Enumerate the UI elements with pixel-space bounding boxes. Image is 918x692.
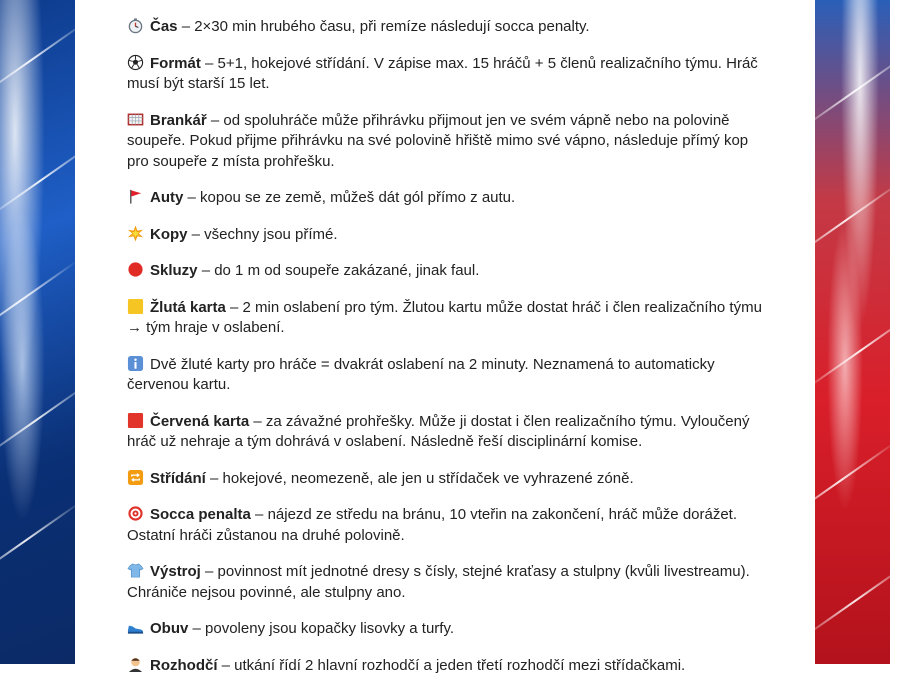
shoe-icon	[127, 619, 144, 636]
rule-title: Skluzy	[150, 262, 198, 279]
info-icon	[127, 355, 144, 372]
rule-title: Brankář	[150, 111, 207, 129]
rule-item	[127, 412, 767, 453]
referee-icon	[127, 656, 144, 673]
rule-text: – hokejové, neomezeně, ale jen u střídaček ve vyhrazené zóně.	[205, 469, 634, 487]
rule-text: – nájezd ze středu na bránu, 10 vteřin na zakončení, hráč může dorážet. Ostatní hráči zůstanou na druhé polovině.	[127, 506, 738, 544]
rules-list	[127, 17, 767, 692]
rule-text: – utkání řídí 2 hlavní rozhodčí a jeden třetí rozhodčí mezi střídačkami.	[217, 656, 686, 674]
rule-text: – všechny jsou přímé.	[187, 225, 338, 243]
rule-item	[127, 111, 767, 173]
rule-title: Žlutá karta	[150, 298, 226, 316]
rule-title: Formát	[150, 54, 201, 72]
stopwatch-icon	[127, 17, 144, 34]
repeat-icon	[127, 469, 144, 486]
rule-text: – od spoluhráče může přihrávku přijmout jen ve svém vápně nebo na polovině soupeře. Pokud přijme přihrávku na své polovině hřiště mimo své vápno, následuje přímý kop pro soupeře z místa prohřešku.	[127, 111, 749, 170]
rule-text: – 5+1, hokejové střídání. V zápise max. 15 hráčů + 5 členů realizačního týmu. Hráč musí být starší 15 let.	[127, 54, 758, 92]
rule-item	[127, 562, 767, 603]
rule-text: Dvě žluté karty pro hráče = dvakrát oslabení na 2 minuty. Neznamená to automaticky červenou kartu.	[127, 355, 715, 393]
rule-item	[127, 355, 767, 396]
tshirt-icon	[127, 562, 144, 579]
soccer-ball-icon	[127, 54, 144, 71]
red-flag-icon	[127, 188, 144, 205]
rules-document	[75, 0, 815, 674]
rule-item	[127, 656, 767, 677]
target-icon	[127, 505, 144, 522]
rule-text: – kopou se ze země, můžeš dát gól přímo z autu.	[183, 189, 516, 206]
rule-item	[127, 54, 767, 95]
rule-title: Čas	[150, 18, 178, 35]
yellow-square-icon	[127, 298, 144, 315]
rule-item	[127, 298, 767, 339]
rule-item	[127, 505, 767, 546]
rule-title: Kopy	[150, 225, 188, 243]
rule-item	[127, 17, 767, 38]
rule-text: – povinnost mít jednotné dresy s čísly, stejné kraťasy a stulpny (kvůli livestreamu). Chrániče nejsou povinné, ale stulpny ano.	[127, 563, 750, 601]
rule-text: – povoleny jsou kopačky lisovky a turfy.	[188, 620, 455, 637]
goal-net-icon	[127, 111, 144, 128]
rule-text: – do 1 m od soupeře zakázané, jinak faul.	[197, 262, 480, 279]
rule-title: Střídání	[150, 469, 206, 487]
background-left-blue	[0, 0, 75, 664]
rule-title: Rozhodčí	[150, 656, 218, 674]
rule-item	[127, 225, 767, 246]
rule-title: Červená karta	[150, 412, 250, 430]
collision-icon	[127, 225, 144, 242]
stop-sign-icon	[127, 261, 144, 278]
rule-title: Socca penalta	[150, 506, 251, 523]
rule-text: – 2 min oslabení pro tým. Žlutou kartu může dostat hráč i člen realizačního týmu → tým hraje v oslabení.	[127, 298, 762, 336]
rule-item	[127, 261, 767, 282]
rule-item	[127, 188, 767, 209]
rule-text: – 2×30 min hrubého času, při remíze následují socca penalty.	[177, 18, 590, 35]
rule-title: Auty	[150, 189, 184, 206]
background-right-red	[815, 0, 890, 664]
rule-text: – za závažné prohřešky. Může ji dostat i člen realizačního týmu. Vyloučený hráč už nehraje a tým dohrává v oslabení. Následně řeší disciplinární komise.	[127, 412, 750, 450]
red-square-icon	[127, 412, 144, 429]
rule-item	[127, 469, 767, 490]
rule-title: Výstroj	[150, 563, 201, 580]
rule-title: Obuv	[150, 620, 189, 637]
rule-item	[127, 619, 767, 640]
